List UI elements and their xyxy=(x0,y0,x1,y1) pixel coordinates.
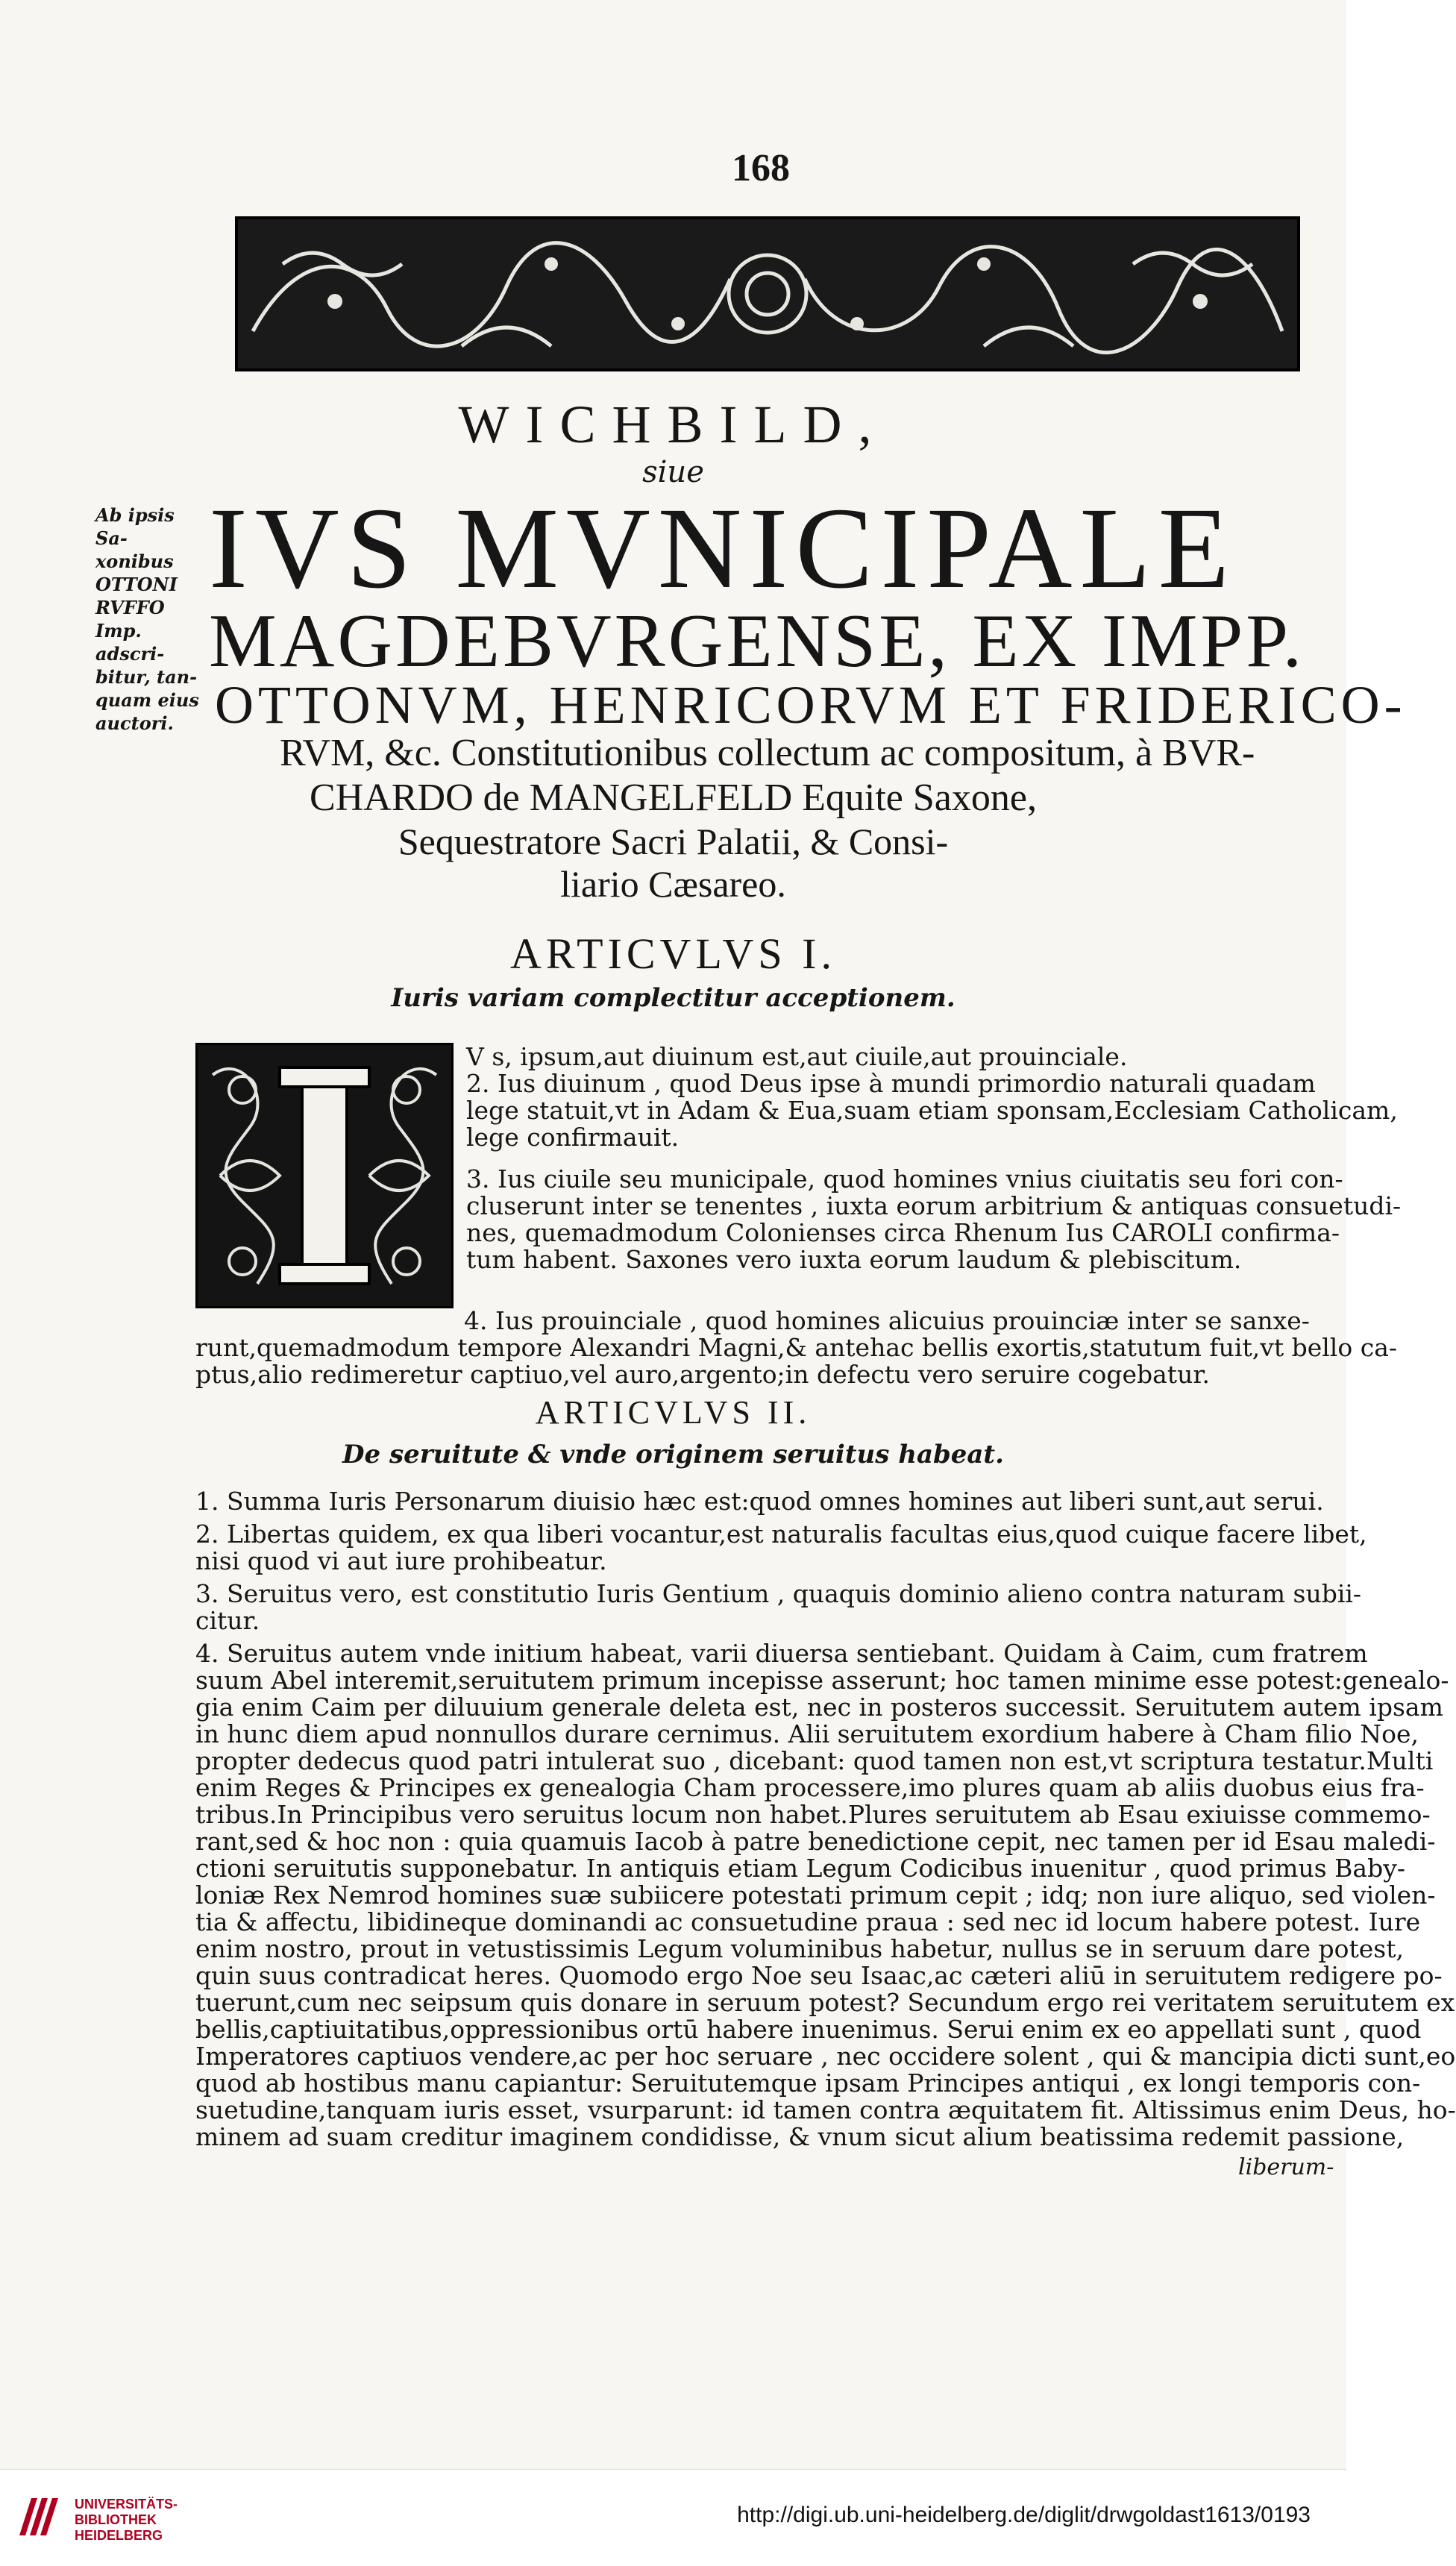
article-1-line: cluserunt inter se tenentes , iuxta eorum arbitrium & antiquas consuetudi- xyxy=(466,1191,1402,1220)
margin-note-line: RVFFO xyxy=(95,597,165,618)
title-wichbild: WICHBILD, xyxy=(458,395,888,454)
article-1-line: nes, quemadmodum Colonienses circa Rhenum Ius CAROLI confirma- xyxy=(466,1218,1340,1247)
page-number: 168 xyxy=(732,147,790,189)
title-line-4: RVM, &c. Constitutionibus collectum ac compositum, à BVR- xyxy=(280,732,1255,774)
article-2-line: 3. Seruitus vero, est constitutio Iuris Gentium , quaquis dominio alieno contra naturam subii- xyxy=(195,1579,1362,1608)
article-1-title: ARTICVLVS I. xyxy=(510,929,836,978)
article-1-line: lege statuit,vt in Adam & Eua,suam etiam sponsam,Ecclesiam Catholicam, xyxy=(466,1096,1398,1125)
margin-note-line: Imp. adscri- xyxy=(95,620,165,665)
article-1-line: 4. Ius prouinciale , quod homines alicuius prouinciæ inter se sanxe- xyxy=(464,1306,1310,1335)
title-line-7: liario Cæsareo. xyxy=(560,863,786,905)
article-2-line: nisi quod vi aut iure prohibeatur. xyxy=(195,1546,607,1575)
article-2-line: bellis,captiuitatibus,oppressionibus ortū habere inuenimus. Serui enim ex eo appellati sunt , quod xyxy=(195,2015,1422,2044)
title-line-3: OTTONVM, HENRICORVM ET FRIDERICO- xyxy=(215,675,1407,735)
article-2-line: tia & affectu, libidineque dominandi ac consuetudine praua : sed nec id locum habere potest. Iure xyxy=(195,1907,1421,1936)
article-1-line: V s, ipsum,aut diuinum est,aut ciuile,aut prouinciale. xyxy=(466,1042,1128,1071)
title-siue: siue xyxy=(642,455,704,489)
margin-note-line: quam eius xyxy=(95,689,199,711)
article-2-line: rant,sed & hoc non : quia quamuis Iacob à patre benedictione cepit, nec tamen per id Esau maledi- xyxy=(195,1827,1436,1856)
article-2-line: enim nostro, prout in vetustissimis Legum voluminibus habetur, nullus se in seruum dare potest, xyxy=(195,1934,1404,1963)
library-name-line: UNIVERSITÄTS- xyxy=(75,2497,178,2512)
article-2-line: citur. xyxy=(195,1606,260,1635)
margin-note-line: Ab ipsis Sa- xyxy=(95,504,175,549)
article-1-line: runt,quemadmodum tempore Alexandri Magni,& antehac bellis exortis,statutum fuit,vt bello ca- xyxy=(195,1333,1398,1362)
decorative-headpiece xyxy=(235,216,1300,371)
article-2-line: enim Reges & Principes ex genealogia Cham processere,imo plures quam ab aliis duobus eius fra- xyxy=(195,1773,1425,1802)
article-2-line: suetudine,tanquam iuris esset, vsurparunt: id tamen contra æquitatem fit. Altissimus enim Deus, ho- xyxy=(195,2095,1456,2124)
library-logo-icon xyxy=(15,2491,64,2540)
decorated-initial-I xyxy=(195,1043,454,1308)
article-2-line: propter dedecus quod patri intulerat suo , dicebant: quod tamen non est,vt scriptura testatur.Multi xyxy=(195,1746,1434,1775)
article-2-line: quin suus contradicat heres. Quomodo ergo Noe seu Isaac,ac cæteri aliū in seruitutem redigere po- xyxy=(195,1961,1443,1990)
article-1-line: 3. Ius ciuile seu municipale, quod homines vnius ciuitatis seu fori con- xyxy=(466,1164,1343,1193)
library-name-line: BIBLIOTHEK xyxy=(75,2512,157,2527)
article-1-line: ptus,alio redimeretur captiuo,vel auro,argento;in defectu vero seruire cogebatur. xyxy=(195,1360,1210,1389)
article-2-line: ctioni seruitutis supponebatur. In antiquis etiam Legum Codicibus inuenitur , quod primus Baby- xyxy=(195,1854,1405,1883)
article-2-line: tuerunt,cum nec seipsum quis donare in seruum potest? Secundum ergo rei veritatem seruitutem ex xyxy=(195,1988,1455,2017)
article-1-line: tum habent. Saxones vero iuxta eorum laudum & plebiscitum. xyxy=(466,1245,1242,1274)
title-line-2: MAGDEBVRGENSE, EX IMPP. xyxy=(209,599,1305,683)
library-name xyxy=(75,2497,178,2544)
margin-note-line: xonibus xyxy=(95,550,174,572)
article-1-line: 2. Ius diuinum , quod Deus ipse à mundi primordio naturali quadam xyxy=(466,1069,1316,1098)
margin-note-line: auctori. xyxy=(95,712,174,734)
margin-note-line: bitur, tan- xyxy=(95,666,198,688)
article-2-line: minem ad suam creditur imaginem condidisse, & vnum sicut alium beatissima redemit passione, xyxy=(195,2122,1405,2151)
catchword: liberum- xyxy=(1238,2154,1334,2180)
article-2-line: loniæ Rex Nemrod homines suæ subiicere potestati primum cepit ; idq; non iure aliquo, sed violen- xyxy=(195,1880,1436,1910)
permalink-url[interactable]: http://digi.ub.uni-heidelberg.de/diglit/drwgoldast1613/0193 xyxy=(737,2503,1311,2527)
article-2-title: ARTICVLVS II. xyxy=(535,1394,812,1431)
margin-note xyxy=(95,504,207,735)
article-2-line: suum Abel interemit,seruitutem primum incepisse asserunt; hoc tamen minime esse potest:genealo- xyxy=(195,1666,1449,1695)
article-2-line: quod ab hostibus manu capiantur: Seruitutemque ipsam Principes antiqui , ex longi temporis con- xyxy=(195,2068,1421,2098)
article-2-line: gia enim Caim per diluuium generale deleta est, nec in posteros successit. Seruitutem autem ipsam xyxy=(195,1693,1443,1722)
margin-note-line: OTTONI xyxy=(95,574,178,595)
article-2-line: in hunc diem apud nonnullos durare cernimus. Alii seruitutem exordium habere à Cham filio Noe, xyxy=(195,1719,1419,1748)
article-2-line: 1. Summa Iuris Personarum diuisio hæc est:quod omnes homines aut liberi sunt,aut serui. xyxy=(195,1487,1324,1516)
article-2-subtitle: De seruitute & vnde originem seruitus habeat. xyxy=(342,1440,1004,1469)
viewer-footer xyxy=(0,2469,1346,2566)
article-2-line: 2. Libertas quidem, ex qua liberi vocantur,est naturalis facultas eius,quod cuique facere libet, xyxy=(195,1519,1367,1549)
library-name-line: HEIDELBERG xyxy=(75,2528,163,2543)
title-line-6: Sequestratore Sacri Palatii, & Consi- xyxy=(398,821,949,862)
article-1-line: lege confirmauit. xyxy=(466,1123,680,1152)
article-1-subtitle: Iuris variam complectitur acceptionem. xyxy=(391,983,956,1013)
article-2-line: tribus.In Principibus vero seruitus locum non habet.Plures seruitutem ab Esau exiuisse commemo- xyxy=(195,1800,1431,1829)
title-line-5: CHARDO de MANGELFELD Equite Saxone, xyxy=(310,777,1037,819)
article-2-line: 4. Seruitus autem vnde initium habeat, varii diuersa sentiebant. Quidam à Caim, cum fratrem xyxy=(195,1639,1368,1668)
article-2-line: Imperatores captiuos vendere,ac per hoc seruare , nec occidere solent , qui & mancipia dicti sunt,eo xyxy=(195,2042,1456,2071)
title-line-1: IVS MVNICIPALE xyxy=(209,483,1237,612)
